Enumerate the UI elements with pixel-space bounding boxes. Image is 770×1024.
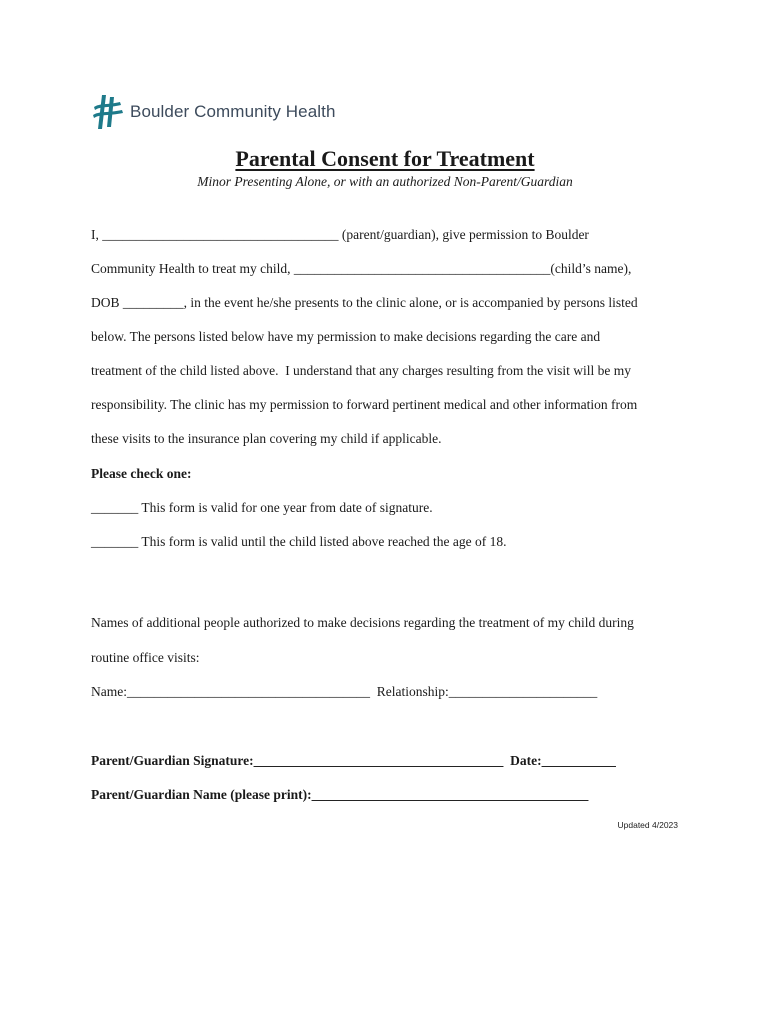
additional-people-line: routine office visits: <box>91 650 200 665</box>
check-option-until-18[interactable]: _______ This form is valid until the child listed above reached the age of 18. <box>91 534 507 549</box>
print-name-field[interactable]: Parent/Guardian Name (please print):_________________________________________ <box>91 787 589 802</box>
signature-date-field[interactable]: Parent/Guardian Signature:_____________________________________ Date:___________ <box>91 753 616 768</box>
paragraph-line: treatment of the child listed above. I understand that any charges resulting from the visit will be my <box>91 363 631 378</box>
bch-logo-icon <box>90 93 126 131</box>
paragraph-line: these visits to the insurance plan covering my child if applicable. <box>91 431 442 446</box>
paragraph-line: responsibility. The clinic has my permission to forward pertinent medical and other information from <box>91 397 638 412</box>
updated-date: Updated 4/2023 <box>617 820 678 830</box>
check-option-one-year[interactable]: _______ This form is valid for one year from date of signature. <box>91 500 433 515</box>
form-title: Parental Consent for Treatment <box>235 146 535 171</box>
paragraph-line: I, ___________________________________ (parent/guardian), give permission to Boulder <box>91 227 589 242</box>
paragraph-line: below. The persons listed below have my permission to make decisions regarding the care and <box>91 329 601 344</box>
logo-text: Boulder Community Health <box>130 102 336 121</box>
check-heading: Please check one: <box>91 466 192 481</box>
name-relationship-field[interactable]: Name:____________________________________ Relationship:______________________ <box>91 684 598 699</box>
paragraph-line: DOB _________, in the event he/she presents to the clinic alone, or is accompanied by persons listed <box>91 295 638 310</box>
brand-logo <box>90 92 336 132</box>
paragraph-line: Community Health to treat my child, ______________________________________(child’s name), <box>91 261 632 276</box>
additional-people-line: Names of additional people authorized to make decisions regarding the treatment of my child during <box>91 615 634 630</box>
form-subtitle: Minor Presenting Alone, or with an authorized Non-Parent/Guardian <box>197 174 573 189</box>
